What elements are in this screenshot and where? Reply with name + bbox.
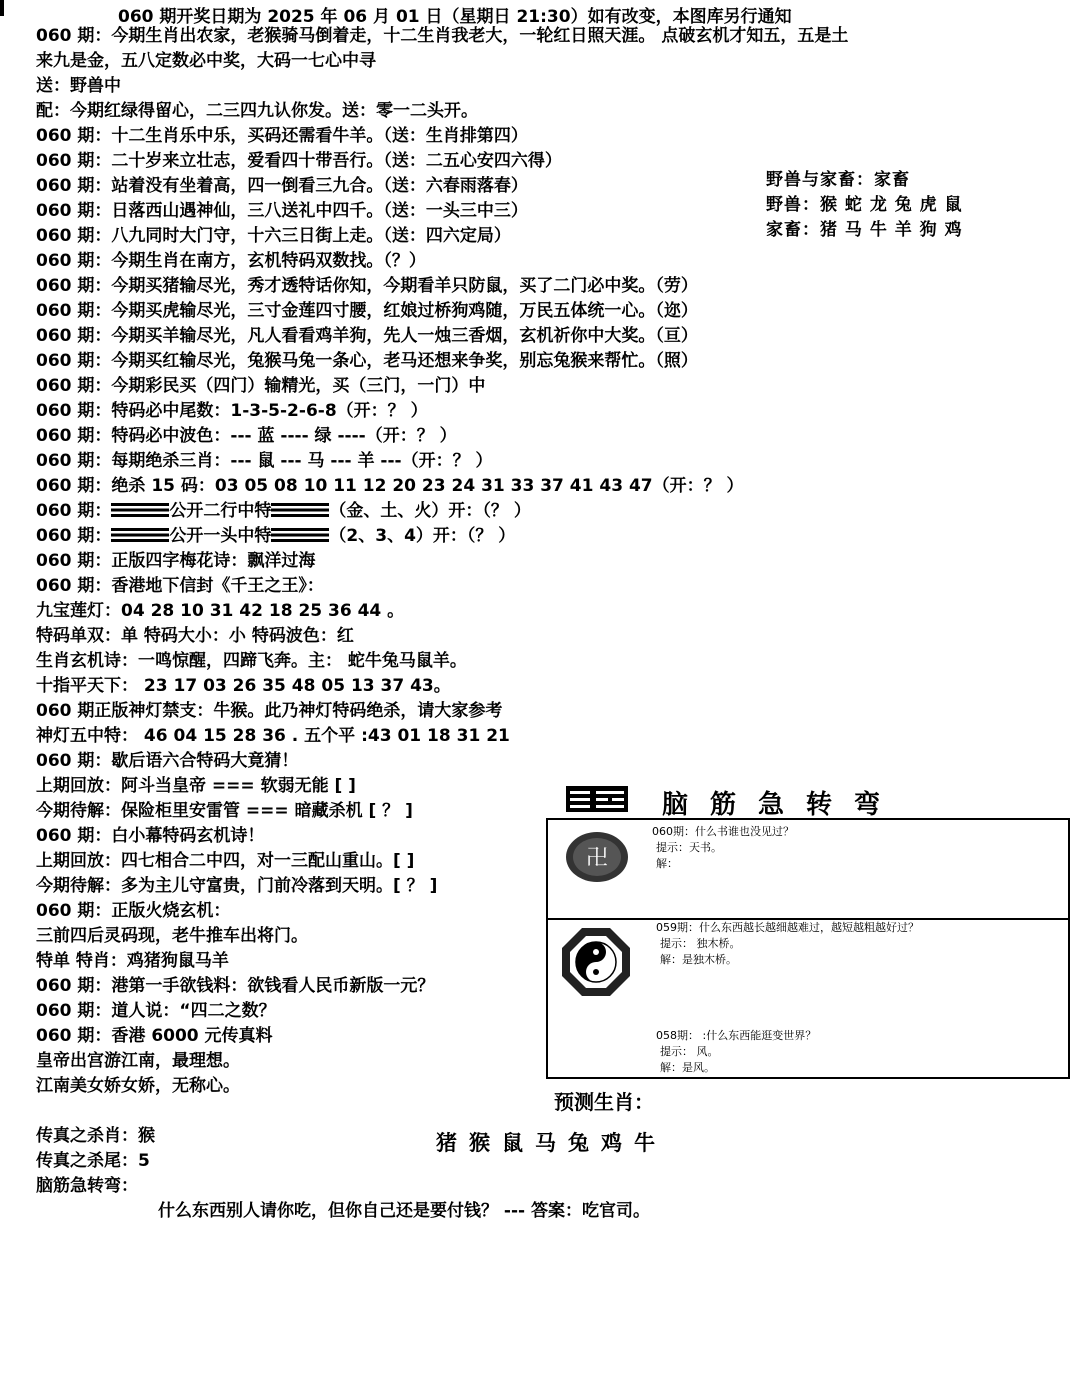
kill-tail: 传真之杀尾：5 [36, 1151, 150, 1171]
text-line: 皇帝出宫游江南，最理想。 [36, 1051, 240, 1071]
text-line: 生肖玄机诗：一鸣惊醒，四蹄飞奔。主： 蛇牛兔马鼠羊。 [36, 651, 467, 671]
trigram-icon [271, 528, 329, 542]
riddle-hint: 提示： 独木桥。 [660, 937, 741, 950]
text-line: 060 期：道人说：“四二之数？ [36, 1001, 276, 1021]
riddle-answer: 解：是风。 [660, 1061, 715, 1074]
text-line: 今期待解：保险柜里安雷管 === 暗藏杀机 [ ？ ] [36, 801, 413, 821]
text-line: 060 期：每期绝杀三肖：--- 鼠 --- 马 --- 羊 ---（开：？ ） [36, 451, 493, 471]
hex-text: 公开二行中特 [169, 501, 272, 521]
text-line-hexagram [36, 499, 1066, 524]
riddle-hint: 提示：天书。 [656, 841, 722, 854]
text-line: 060 期：八九同时大门守，十六三日街上走。（送：四六定局） [36, 226, 511, 246]
text-line: 060 期正版神灯禁支：牛猴。此乃神灯特码绝杀，请大家参考 [36, 701, 503, 721]
text-line: 060 期：特码必中波色：--- 蓝 ---- 绿 ----（开：？ ） [36, 426, 457, 446]
text-line: 来九是金，五八定数必中奖，大码一七心中寻 [36, 51, 376, 71]
hex-text: 公开一头中特 [169, 526, 272, 546]
swastika-glyph: 卍 [585, 846, 609, 871]
text-line: 060 期：十二生肖乐中乐，买码还需看牛羊。（送：生肖排第四） [36, 126, 528, 146]
riddle-hint: 提示： 风。 [660, 1045, 719, 1058]
trigram-icon [111, 528, 169, 542]
riddle-question: 059期：什么东西越长越细越难过，越短越粗越好过？ [656, 921, 919, 934]
wild-animals: 野兽：猴 蛇 龙 兔 虎 鼠 [766, 195, 963, 215]
text-line: 特码单双：单 特码大小：小 特码波色：红 [36, 626, 354, 646]
brain-teaser-banner [566, 784, 1006, 820]
text-line: 特单 特肖：鸡猪狗鼠马羊 [36, 951, 229, 971]
text-line: 060 期：今期彩民买（四门）输精光，买（三门，一门）中 [36, 376, 486, 396]
animal-categories [766, 168, 963, 243]
text-line: 060 期：今期买猪输尽光，秀才透特话你知，今期看羊只防鼠，买了二门必中奖。（劳） [36, 276, 698, 296]
text-line: 今期待解：多为主儿守富贵，门前冷落到天明。[ ？ ] [36, 876, 438, 896]
text-line: 060 期：歇后语六合特码大竟猜！ [36, 751, 299, 771]
kill-zodiac: 传真之杀肖：猴 [36, 1126, 155, 1146]
trigram-icon [111, 503, 169, 517]
edge-mark [0, 0, 4, 16]
riddle-panel [546, 818, 1070, 1079]
text-line: 上期回放：四七相合二中四，对一三配山重山。[ ] [36, 851, 415, 871]
text-line: 060 期：香港地下信封《千王之王》： [36, 576, 324, 596]
riddle-question: 060期：什么书谁也没见过？ [652, 825, 794, 838]
text-line-hexagram [36, 524, 1066, 549]
text-line: 上期回放：阿斗当皇帝 === 软弱无能 [ ] [36, 776, 356, 796]
animal-category-title: 野兽与家畜：家畜 [766, 170, 910, 190]
domestic-animals: 家畜：猪 马 牛 羊 狗 鸡 [766, 220, 963, 240]
text-line: 九宝莲灯：04 28 10 31 42 18 25 36 44 。 [36, 601, 405, 621]
prediction-values: 猪猴鼠马兔鸡牛 [436, 1131, 667, 1155]
hex-tail: （金、土、火）开：（？ ） [329, 501, 531, 521]
text-line: 060 期：今期买虎输尽光，三寸金莲四寸腰，红娘过桥狗鸡随，万民五体统一心。（迩） [36, 301, 698, 321]
text-line: 060 期：二十岁来立壮志，爱看四十带吾行。（送：二五心安四六得） [36, 151, 562, 171]
text-line: 三前四后灵码现，老牛推车出将门。 [36, 926, 308, 946]
text-line: 送：野兽中 [36, 76, 121, 96]
bottom-text-block [36, 1124, 155, 1199]
banner-logo-icon [566, 786, 628, 812]
prediction-label: 预测生肖： [554, 1090, 654, 1114]
text-line: 060 期：正版火烧玄机： [36, 901, 231, 921]
hex-tail: （2、3、4）开：（？ ） [329, 526, 516, 546]
text-line: 060 期：港第一手欲钱料：欲钱看人民币新版一元？ [36, 976, 435, 996]
text-line: 060 期：今期生肖出农家，老猴骑马倒着走，十二生肖我老大，一轮红日照天涯。 点破玄机才知五，五是土 [36, 26, 849, 46]
text-line: 060 期：日落西山遇神仙，三八送礼中四千。（送：一头三中三） [36, 201, 528, 221]
text-line: 060 期：白小幕特码玄机诗！ [36, 826, 265, 846]
text-line: 配：今期红绿得留心，二三四九认你发。送：零一二头开。 [36, 101, 478, 121]
draw-date-notice: 060 期开奖日期为 2025 年 06 月 01 日（星期日 21:30）如有改变，本图库另行通知 [118, 7, 792, 27]
text-line: 060 期：特码必中尾数：1-3-5-2-6-8（开：？ ） [36, 401, 428, 421]
riddle-question: 058期： :什么东西能逛变世界？ [656, 1029, 817, 1042]
text-line: 060 期：今期买红输尽光，兔猴马兔一条心，老马还想来争奖，别忘兔猴来帮忙。（照） [36, 351, 698, 371]
text-line: 060 期：站着没有坐着高，四一倒看三九合。（送：六春雨落春） [36, 176, 528, 196]
swastika-seal-icon [564, 830, 630, 884]
text-line: 060 期：绝杀 15 码：03 05 08 10 11 12 20 23 24 31 33 37 41 43 47（开：？ ） [36, 476, 744, 496]
bagua-yinyang-icon [560, 926, 632, 998]
riddle-answer: 解：是独木桥。 [660, 953, 737, 966]
line-prefix: 060 期： [36, 501, 112, 521]
text-line: 060 期：正版四字梅花诗：飘洋过海 [36, 551, 316, 571]
riddle-answer: 解： [656, 857, 678, 870]
text-line: 神灯五中特： 46 04 15 28 36 . 五个平 :43 01 18 31 21 [36, 726, 510, 746]
text-line: 十指平天下： 23 17 03 26 35 48 05 13 37 43。 [36, 676, 451, 696]
banner-title: 脑筋急转弯 [662, 790, 903, 820]
trigram-icon [271, 503, 329, 517]
text-line: 060 期：今期买羊输尽光，凡人看看鸡羊狗，先人一烛三香烟，玄机祈你中大奖。（亘） [36, 326, 698, 346]
text-line: 060 期：今期生肖在南方，玄机特码双数找。（？） [36, 251, 426, 271]
text-line: 江南美女娇女娇，无称心。 [36, 1076, 240, 1096]
line-prefix: 060 期： [36, 526, 112, 546]
text-line: 060 期：香港 6000 元传真料 [36, 1026, 273, 1046]
final-riddle: 什么东西别人请你吃，但你自己还是要付钱？ --- 答案：吃官司。 [158, 1201, 651, 1221]
brain-teaser-label: 脑筋急转弯： [36, 1176, 138, 1196]
